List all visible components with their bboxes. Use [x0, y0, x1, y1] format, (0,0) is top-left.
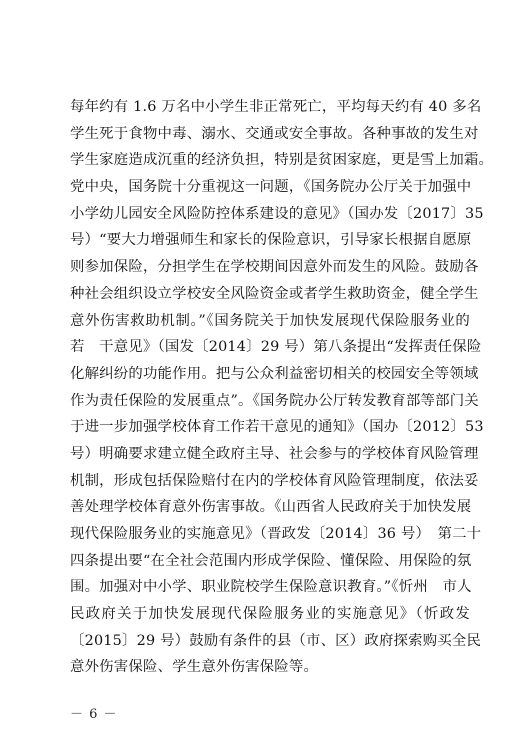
text-line: 每年约有 1.6 万名中小学生非正常死亡，平均每天约有 40 多名 [70, 99, 482, 115]
text-line: 则参加保险，分担学生在学校期间因意外而发生的风险。鼓励各 [70, 259, 479, 276]
text-line: 种社会组织设立学校安全风险资金或者学生救助资金，健全学生 [70, 285, 479, 302]
text-line: 号）“要大力增强师生和家长的保险意识，引导家长根据自愿原 [70, 232, 472, 249]
text-line: 作为责任保险的发展重点”。《国务院办公厅转发教育部等部门关 [70, 392, 479, 409]
text-line: 党中央，国务院十分重视这一问题，《国务院办公厅关于加强中 [70, 179, 472, 196]
text-line: 化解纠纷的功能作用。把与公众利益密切相关的校园安全等领域 [70, 365, 479, 382]
text-line: 意外伤害保险、学生意外伤害保险等。 [70, 659, 319, 676]
text-line: 于进一步加强学校体育工作若干意见的通知》（国办〔2012〕53 [70, 419, 484, 436]
body-paragraph [70, 94, 494, 681]
text-line: 现代保险服务业的实施意见》（晋政发〔2014〕36 号） 第二十 [70, 526, 482, 542]
text-line: 学生死于食物中毒、溺水、交通或安全事故。各种事故的发生对 [70, 125, 479, 142]
text-line: 四条提出要“在全社会范围内形成学保险、懂保险、用保险的氛 [70, 552, 472, 569]
text-line: 民政府关于加快发展现代保险服务业的实施意见》（忻政发 [70, 606, 470, 623]
text-line: 机制，形成包括保险赔付在内的学校体育风险管理制度，依法妥 [70, 472, 479, 489]
text-line: 号）明确要求建立健全政府主导、社会参与的学校体育风险管理 [70, 445, 479, 462]
text-line: 学生家庭造成沉重的经济负担，特别是贫困家庭，更是雪上加霜。 [70, 152, 494, 169]
text-line: 若 干意见》（国发〔2014〕29 号）第八条提出“发挥责任保险 [70, 339, 482, 356]
text-line: 善处理学校体育意外伤害事故。《山西省人民政府关于加快发展 [70, 499, 472, 516]
text-line: 小学幼儿园安全风险防控体系建设的意见》（国办发〔2017〕35 [70, 205, 484, 222]
text-line: 围。加强对中小学、职业院校学生保险意识教育。”《忻州 市人 [70, 579, 472, 596]
page-number: － 6 － [70, 707, 118, 722]
text-line: 〔2015〕29 号）鼓励有条件的县（市、区）政府探索购买全民 [70, 632, 482, 649]
text-line: 意外伤害救助机制。”《国务院关于加快发展现代保险服务业的 [70, 312, 470, 329]
